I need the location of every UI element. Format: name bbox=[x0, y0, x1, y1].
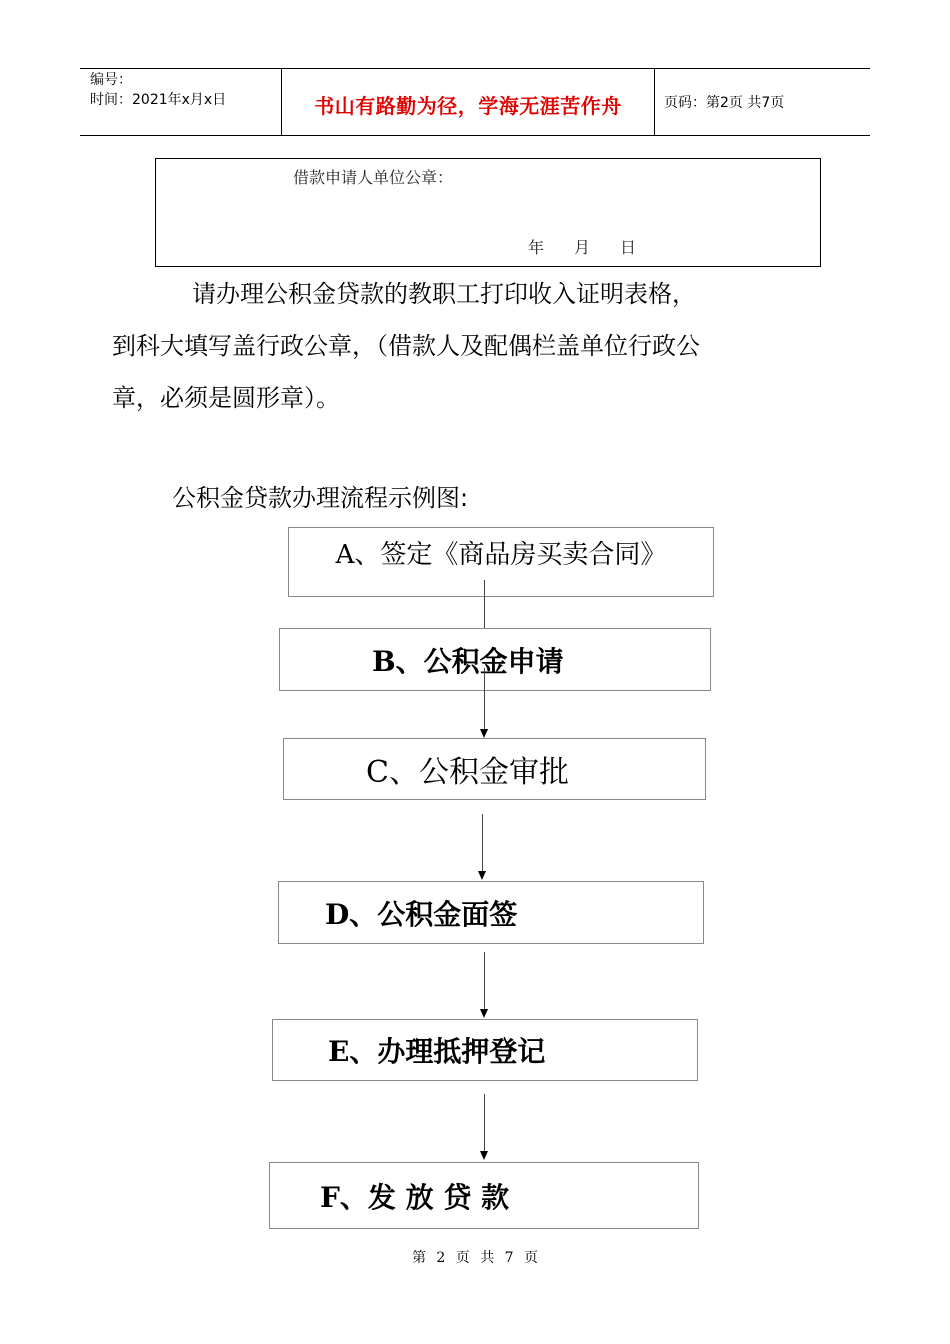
header-number-label: 编号： bbox=[90, 72, 132, 88]
signature-date bbox=[528, 235, 636, 258]
signature-label: 借款申请人单位公章： bbox=[293, 168, 454, 187]
flow-step-a bbox=[288, 527, 714, 597]
signature-day: 日 bbox=[620, 238, 637, 257]
flow-arrow-d-e bbox=[484, 952, 485, 1016]
flow-step-d-label: D、公积金面签 bbox=[325, 897, 518, 931]
flow-step-c bbox=[283, 738, 706, 800]
instruction-paragraph bbox=[112, 268, 822, 424]
flow-step-c-label: C、公积金审批 bbox=[366, 755, 569, 790]
flowchart-title: 公积金贷款办理流程示例图: bbox=[172, 484, 469, 512]
header-motto: 书山有路勤为径，学海无涯苦作舟 bbox=[314, 94, 622, 118]
flow-step-f-label: F、发 放 贷 款 bbox=[320, 1180, 510, 1214]
header-top-rule bbox=[80, 68, 870, 69]
instruction-line-2: 到科大填写盖行政公章，（借款人及配偶栏盖单位行政公 bbox=[112, 332, 700, 360]
signature-year: 年 bbox=[528, 238, 545, 257]
instruction-line-1: 请办理公积金贷款的教职工打印收入证明表格， bbox=[192, 280, 696, 308]
instruction-line-3: 章，必须是圆形章）。 bbox=[112, 384, 340, 412]
flow-step-b-label: B、公积金申请 bbox=[372, 644, 564, 678]
flow-arrow-b-c bbox=[484, 668, 485, 736]
flow-step-f bbox=[269, 1162, 699, 1229]
page-footer: 第 2 页 共 7 页 bbox=[411, 1250, 539, 1266]
flow-arrow-e-f bbox=[484, 1094, 485, 1158]
header-page-info: 页码：第2页 共7页 bbox=[664, 95, 785, 111]
flow-step-a-label: A、签定《商品房买卖合同》 bbox=[335, 539, 667, 570]
header-time-label: 时间：2021年x月x日 bbox=[90, 92, 227, 108]
header-divider-right bbox=[654, 68, 655, 136]
flow-step-e-label: E、办理抵押登记 bbox=[328, 1035, 546, 1068]
signature-month: 月 bbox=[574, 238, 591, 257]
flow-arrow-c-d bbox=[482, 814, 483, 878]
flow-step-d bbox=[278, 881, 704, 944]
header-bottom-rule bbox=[80, 135, 870, 136]
flow-step-e bbox=[272, 1019, 698, 1081]
flow-step-b bbox=[279, 628, 711, 691]
signature-box bbox=[155, 158, 821, 267]
header-meta bbox=[90, 70, 226, 110]
